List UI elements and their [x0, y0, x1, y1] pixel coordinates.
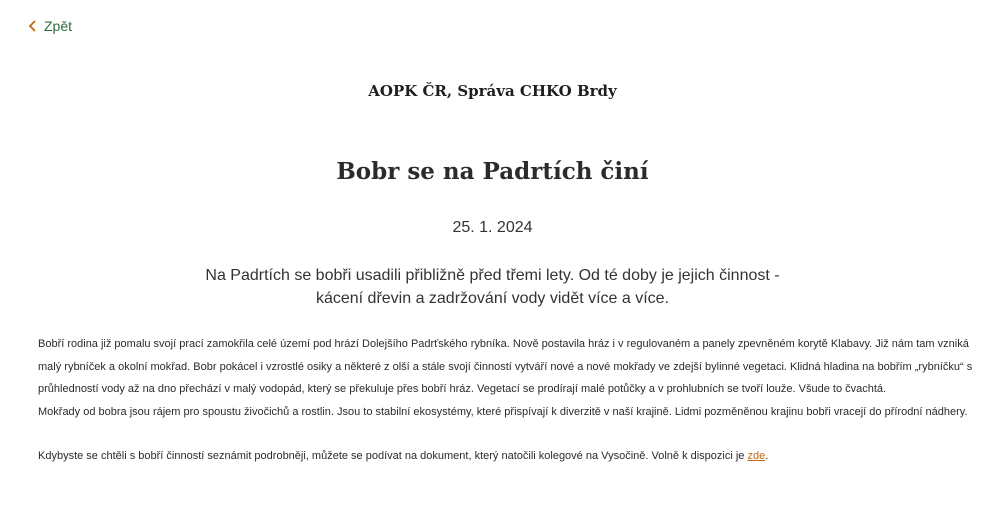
- body-paragraph-2: Mokřady od bobra jsou rájem pro spoustu živočichů a rostlin. Jsou to stabilní ekosystémy, které přispívají k diverzitě v naší krajině. Lidmi pozměněnou krajinu bobři vracejí do přírodní nádhery.: [38, 405, 968, 418]
- body-paragraph-3: [38, 445, 978, 468]
- article-lead: [200, 264, 785, 310]
- back-link-label: Zpět: [44, 18, 73, 34]
- paragraph-3-text: Kdybyste se chtěli s bobří činností seznámit podrobněji, můžete se podívat na dokument, který natočili kolegové na Vysočině. Volně k dispozici je: [38, 450, 748, 462]
- article-body: [38, 333, 978, 468]
- lead-line-1: Na Padrtích se bobři usadili přibližně před třemi lety. Od té doby je jejich činnost -: [205, 267, 780, 284]
- chevron-left-icon: [28, 19, 38, 33]
- article-date: 25. 1. 2024: [452, 219, 533, 236]
- lead-line-2: kácení dřevin a zadržování vody vidět více a více.: [315, 290, 670, 307]
- body-paragraph-1: Bobří rodina již pomalu svojí prací zamokřila celé území pod hrází Dolejšího Padrťského rybníka. Nově postavila hráz i v regulovaném a panely zpevněném korytě Klabavy. Již nám tam vzniká malý rybníček a okolní mokřad. Bobr pokácel i vzrostlé osiky a některé z olší a stále svojí činností vytváří nové a nové mokřady ve zdejší bylinné vegetaci. Klidná hladina na bobřím „rybníčku“ s průhledností vody až na dno přechází v malý vodopád, který se překuluje přes bobří hráz. Vegetací se prodírají malé potůčky a v prohlubních se tvoří louže. Všude to čvachtá.: [38, 338, 973, 395]
- page-title: Bobr se na Padrtích činí: [336, 158, 649, 185]
- document-link[interactable]: zde: [747, 450, 766, 462]
- back-link[interactable]: [28, 18, 72, 34]
- organization-name: AOPK ČR, Správa CHKO Brdy: [368, 82, 617, 100]
- paragraph-3-end: .: [765, 450, 769, 462]
